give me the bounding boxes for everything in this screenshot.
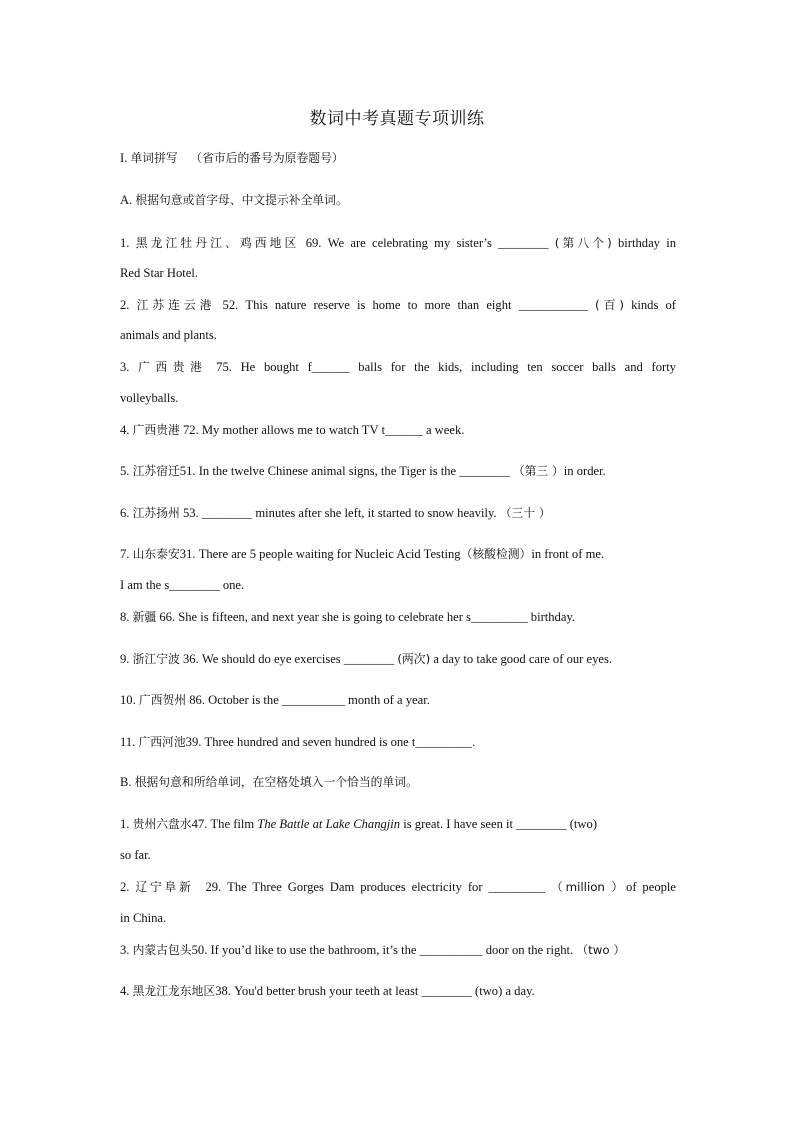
question-number: 7.	[120, 547, 133, 561]
question-a10	[120, 692, 676, 709]
question-number: 9.	[120, 652, 133, 666]
question-a11	[120, 734, 676, 751]
part-b-label: B.	[120, 775, 135, 789]
question-region: 贵州六盘水	[132, 817, 192, 831]
question-hint: （三十 ）	[499, 506, 551, 520]
question-number: 4.	[120, 984, 133, 998]
question-b3	[120, 942, 676, 959]
question-text: 50. If you’d like to use the bathroom, it’s the __________ door on the right.	[191, 943, 577, 957]
question-text-end: of people	[626, 880, 676, 894]
question-number: 5.	[120, 464, 133, 478]
question-region: 山东泰安	[132, 547, 180, 561]
question-hint: （核酸检测）	[460, 547, 532, 561]
question-a7-continuation: I am the s________ one.	[120, 578, 245, 592]
section-heading	[120, 150, 676, 167]
question-b1-continuation: so far.	[120, 848, 151, 862]
question-text-end: birthday in	[611, 236, 676, 250]
question-region: 广西贺州	[138, 693, 187, 707]
question-region: 内蒙古包头	[132, 943, 192, 957]
section-note: （省市后的番号为原卷题号）	[190, 151, 344, 165]
question-region: 广西贵港	[138, 360, 208, 374]
question-text-end: kinds of	[623, 298, 676, 312]
section-title: 单词拼写	[130, 151, 178, 165]
question-a7	[120, 546, 676, 563]
question-hint: （two ）	[576, 943, 626, 957]
question-text: 29. The Three Gorges Dam produces electricity for _________	[205, 880, 552, 894]
question-text: 38. You'd better brush your teeth at least ________ (two) a day.	[215, 984, 535, 998]
question-text-end: is great. I have seen it ________ (two)	[400, 817, 597, 831]
question-text-end: in front of me.	[531, 547, 605, 561]
question-text: 53. ________ minutes after she left, it started to snow heavily.	[182, 506, 500, 520]
part-b-instruction: 根据句意和所给单词，在空格处填入一个恰当的单词。	[134, 775, 418, 789]
question-region: 江苏连云港	[136, 298, 216, 312]
question-region: 江苏扬州	[132, 506, 180, 520]
part-a-label: A.	[120, 193, 136, 207]
question-b1	[120, 816, 676, 833]
question-text: 47. The film	[191, 817, 258, 831]
part-b-heading	[120, 774, 676, 791]
question-text: 39. Three hundred and seven hundred is one t_________.	[185, 735, 476, 749]
question-number: 2.	[120, 298, 137, 312]
question-a3-continuation: volleyballs.	[120, 391, 179, 405]
question-a8	[120, 609, 676, 626]
question-a2-continuation: animals and plants.	[120, 328, 217, 342]
question-a3	[120, 359, 676, 376]
question-hint: (第八个)	[554, 236, 612, 250]
question-number: 11.	[120, 735, 139, 749]
question-text: 51. In the twelve Chinese animal signs, the Tiger is the ________	[179, 464, 513, 478]
question-number: 2.	[120, 880, 136, 894]
question-text: 75. He bought f______ balls for the kids, including ten soccer balls and forty	[216, 360, 676, 374]
question-b2-continuation: in China.	[120, 911, 167, 925]
question-number: 1.	[120, 817, 133, 831]
section-number: I.	[120, 151, 131, 165]
question-hint: （第三 ）	[512, 464, 564, 478]
question-region: 江苏宿迁	[132, 464, 180, 478]
question-text: 72. My mother allows me to watch TV t______ a week.	[182, 423, 465, 437]
question-b2	[120, 879, 676, 896]
question-text-end: in order.	[563, 464, 606, 478]
question-region: 广西河池	[138, 735, 186, 749]
part-a-instruction: 根据句意或首字母、中文提示补全单词。	[135, 193, 348, 207]
question-a2	[120, 297, 676, 314]
question-a4	[120, 422, 676, 439]
question-region: 广西贵港	[132, 423, 180, 437]
question-number: 3.	[120, 360, 139, 374]
film-title: The Battle at Lake Changjin	[257, 817, 401, 831]
question-text: 52. This nature reserve is home to more than eight ___________	[222, 298, 596, 312]
question-region: 新疆	[132, 610, 157, 624]
question-number: 8.	[120, 610, 133, 624]
page-title: 数词中考真题专项训练	[309, 109, 485, 129]
question-hint: （million ）	[551, 880, 627, 894]
question-region: 黑龙江牡丹江、鸡西地区	[135, 236, 300, 250]
question-b4	[120, 983, 676, 1000]
question-text: 66. She is fifteen, and next year she is going to celebrate her s_________ birthday.	[159, 610, 576, 624]
question-text: 31. There are 5 people waiting for Nucleic Acid Testing	[179, 547, 461, 561]
question-a1	[120, 235, 676, 252]
question-text: 69. We are celebrating my sister’s ________	[305, 236, 555, 250]
question-number: 6.	[120, 506, 133, 520]
question-a6	[120, 505, 676, 522]
question-number: 10.	[120, 693, 139, 707]
question-text: 36. We should do eye exercises ________	[182, 652, 398, 666]
question-a5	[120, 463, 676, 480]
part-a-heading	[120, 192, 676, 209]
question-region: 辽宁阜新	[135, 880, 194, 894]
question-region: 黑龙江龙东地区	[132, 984, 216, 998]
question-a9	[120, 651, 676, 668]
question-number: 1.	[120, 236, 136, 250]
question-text-end: a day to take good care of our eyes.	[430, 652, 613, 666]
question-text: 86. October is the __________ month of a year.	[189, 693, 430, 707]
question-number: 3.	[120, 943, 133, 957]
question-hint: (两次)	[397, 652, 431, 666]
question-region: 浙江宁波	[132, 652, 180, 666]
question-a1-continuation: Red Star Hotel.	[120, 266, 198, 280]
question-hint: (百)	[595, 298, 624, 312]
question-number: 4.	[120, 423, 133, 437]
